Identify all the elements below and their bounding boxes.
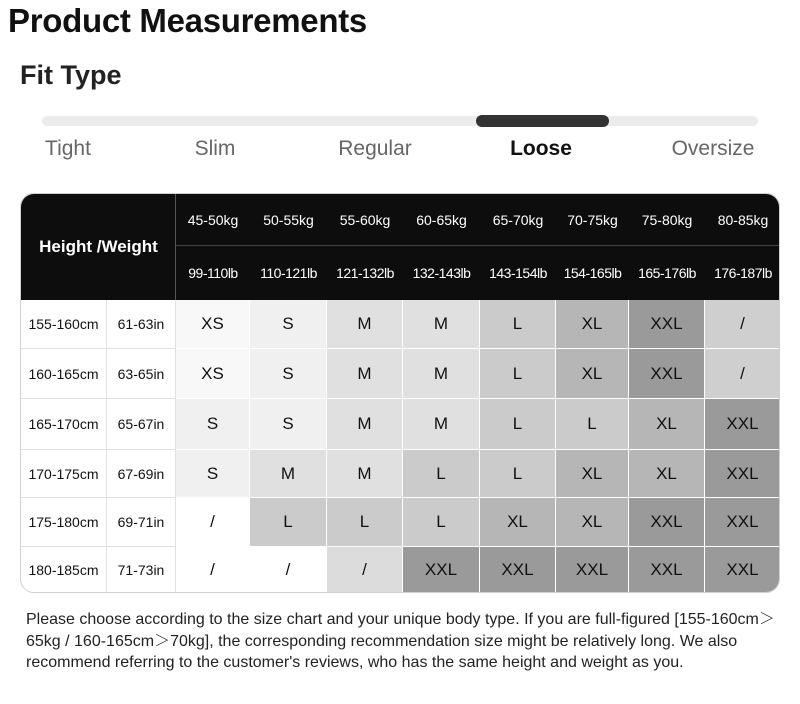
size-cell: XS [176,300,250,349]
weight-lb-header: 176-187lb [705,246,780,300]
size-cell: / [327,547,403,593]
size-cell: M [327,399,403,450]
weight-kg-header: 65-70kg [480,194,556,245]
height-in-label: 65-67in [107,399,176,450]
size-cell: XXL [705,498,780,547]
weight-kg-header: 80-85kg [705,194,780,245]
height-in-label: 69-71in [107,498,176,547]
size-cell: L [480,399,556,450]
size-cell: S [250,349,327,399]
weight-lb-header: 99-110lb [176,246,250,300]
table-corner-label: Height /Weight [21,194,176,300]
size-cell: L [327,498,403,547]
size-cell: M [250,450,327,498]
size-cell: XXL [629,349,705,399]
size-cell: XXL [705,450,780,498]
height-cm-label: 170-175cm [21,450,107,498]
size-cell: L [480,300,556,349]
size-cell: XXL [556,547,629,593]
size-cell: / [705,349,780,399]
fit-type-heading: Fit Type [20,60,122,90]
size-cell: XXL [629,547,705,593]
weight-lb-header: 154-165lb [556,246,629,300]
size-cell: S [176,450,250,498]
size-cell: / [705,300,780,349]
size-chart-table [20,193,780,593]
size-cell: L [403,498,480,547]
size-cell: XL [556,450,629,498]
size-cell: M [327,349,403,399]
size-cell: XXL [705,547,780,593]
size-cell: XL [556,349,629,399]
fit-option-slim: Slim [194,137,236,160]
size-cell: / [250,547,327,593]
size-cell: M [327,300,403,349]
size-cell: M [403,300,480,349]
size-cell: S [250,300,327,349]
page-title: Product Measurements [8,2,367,39]
weight-kg-header: 75-80kg [629,194,705,245]
size-cell: L [403,450,480,498]
height-cm-label: 175-180cm [21,498,107,547]
size-cell: M [403,399,480,450]
size-cell: XL [629,399,705,450]
weight-kg-header: 60-65kg [403,194,480,245]
size-cell: XS [176,349,250,399]
size-cell: XXL [629,498,705,547]
fit-option-tight: Tight [45,137,91,160]
weight-lb-header: 165-176lb [629,246,705,300]
fit-scale-track [42,116,758,126]
size-cell: XXL [629,300,705,349]
size-cell: M [403,349,480,399]
size-cell: XXL [705,399,780,450]
size-cell: XXL [403,547,480,593]
size-cell: / [176,547,250,593]
size-cell: L [556,399,629,450]
weight-lb-header: 143-154lb [480,246,556,300]
weight-kg-header: 70-75kg [556,194,629,245]
fit-option-regular: Regular [338,137,412,160]
fit-option-loose: Loose [510,137,572,160]
weight-kg-header: 50-55kg [250,194,327,245]
size-cell: L [480,450,556,498]
height-cm-label: 160-165cm [21,349,107,399]
height-in-label: 61-63in [107,300,176,349]
height-cm-label: 155-160cm [21,300,107,349]
size-cell: XXL [480,547,556,593]
size-cell: L [250,498,327,547]
height-in-label: 71-73in [107,547,176,593]
weight-kg-header: 45-50kg [176,194,250,245]
weight-lb-header: 132-143lb [403,246,480,300]
weight-lb-header: 121-132lb [327,246,403,300]
size-cell: XL [556,300,629,349]
size-cell: S [250,399,327,450]
size-cell: XL [556,498,629,547]
size-cell: XL [629,450,705,498]
size-cell: XL [480,498,556,547]
size-advice-note: Please choose according to the size chart and your unique body type. If you are full-figured [155-160cm＞65kg / 160-165cm＞70kg], the corresponding recommendation size might be relatively long. We also recommend referring to the customer's reviews, who has the same height and weight as you. [26,611,775,671]
size-cell: M [327,450,403,498]
size-cell: S [176,399,250,450]
height-cm-label: 165-170cm [21,399,107,450]
weight-kg-header: 55-60kg [327,194,403,245]
height-in-label: 67-69in [107,450,176,498]
height-cm-label: 180-185cm [21,547,107,593]
weight-lb-header: 110-121lb [250,246,327,300]
height-in-label: 63-65in [107,349,176,399]
fit-option-oversize: Oversize [671,137,755,160]
fit-scale-indicator [476,115,609,127]
size-cell: / [176,498,250,547]
size-cell: L [480,349,556,399]
